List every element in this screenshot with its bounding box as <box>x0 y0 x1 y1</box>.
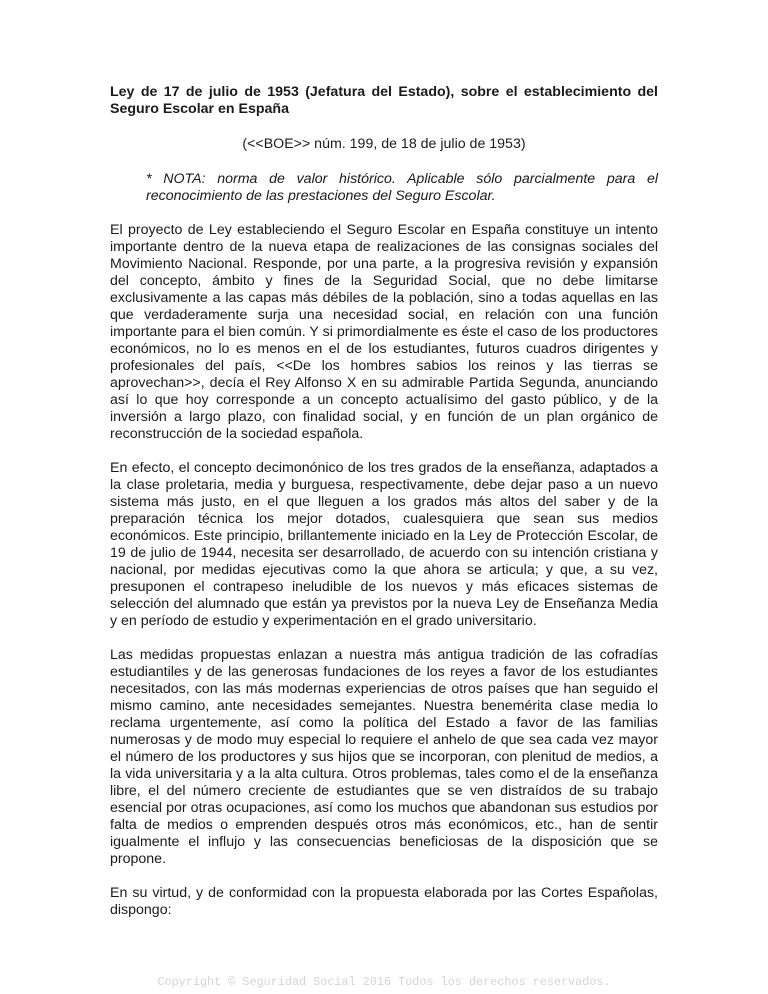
document-title: Ley de 17 de julio de 1953 (Jefatura del Estado), sobre el establecimiento del Seguro Escolar en España <box>110 84 658 117</box>
paragraph: El proyecto de Ley estableciendo el Seguro Escolar en España constituye un intento importante dentro de la nueva etapa de realizaciones de las consignas sociales del Movimiento Nacional. Responde, por una parte, a la progresiva revisión y expansión del concepto, ámbito y fines de la Seguridad Social, que no debe limitarse exclusivamente a las capas más débiles de la población, sino a todas aquellas en las que verdaderamente surja una necesidad social, en relación con una función importante para el bien común. Y si primordialmente es éste el caso de los productores económicos, no lo es menos en el de los estudiantes, futuros cuadros dirigentes y profesionales del país, <<De los hombres sabios los reinos y las tierras se aprovechan>>, decía el Rey Alfonso X en su admirable Partida Segunda, anunciando así lo que hoy corresponde a un concepto actualísimo del gasto público, y de la inversión a largo plazo, con finalidad social, y en función de un plan orgánico de reconstrucción de la sociedad española. <box>110 222 658 442</box>
document-page <box>110 84 658 919</box>
paragraph: En su virtud, y de conformidad con la propuesta elaborada por las Cortes Españolas, dispongo: <box>110 885 658 918</box>
paragraph: Las medidas propuestas enlazan a nuestra más antigua tradición de las cofradías estudiantiles y de las generosas fundaciones de los reyes a favor de los estudiantes necesitados, con las más modernas experiencias de otros países que han seguido el mismo camino, ante necesidades semejantes. Nuestra benemérita clase media lo reclama urgentemente, así como la política del Estado a favor de las familias numerosas y de modo muy especial lo requiere el anhelo de que sea cada vez mayor el número de los productores y sus hijos que se incorporan, con plenitud de medios, a la vida universitaria y a la alta cultura. Otros problemas, tales como el de la enseñanza libre, el del número creciente de estudiantes que se ven distraídos de su trabajo esencial por otras ocupaciones, así como los muchos que abandonan sus estudios por falta de medios o emprenden después otros más económicos, etc., han de sentir igualmente el influjo y las consecuencias beneficiosas de la disposición que se propone. <box>110 647 658 867</box>
copyright-footer: Copyright © Seguridad Social 2016 Todos los derechos reservados. <box>157 975 611 989</box>
historical-note: * NOTA: norma de valor histórico. Aplicable sólo parcialmente para el reconocimiento de las prestaciones del Seguro Escolar. <box>146 171 658 204</box>
boe-reference: (<<BOE>> núm. 199, de 18 de julio de 1953) <box>242 136 526 152</box>
paragraph: En efecto, el concepto decimonónico de los tres grados de la enseñanza, adaptados a la clase proletaria, media y burguesa, respectivamente, debe dejar paso a un nuevo sistema más justo, en el que lleguen a los grados más altos del saber y de la preparación técnica los mejor dotados, cualesquiera que sean sus medios económicos. Este principio, brillantemente iniciado en la Ley de Protección Escolar, de 19 de julio de 1944, necesita ser desarrollado, de acuerdo con su intención cristiana y nacional, por medidas ejecutivas como la que ahora se articula; y que, a su vez, presuponen el contrapeso ineludible de los nuevos y más eficaces sistemas de selección del alumnado que están ya previstos por la nueva Ley de Enseñanza Media y en período de estudio y experimentación en el grado universitario. <box>110 460 658 629</box>
